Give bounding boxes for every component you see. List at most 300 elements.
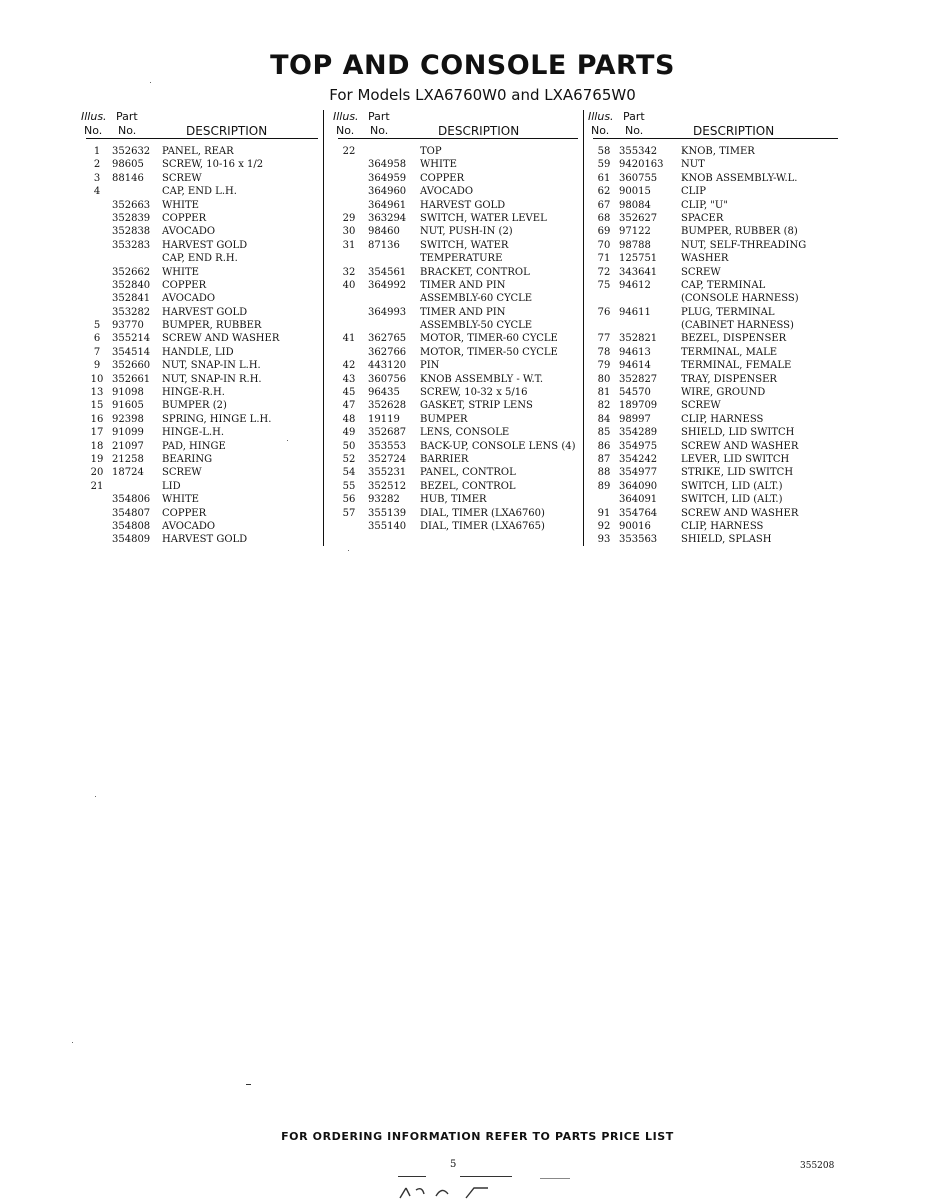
part-number: 54570 [619, 387, 651, 399]
header-illus-no: No. [591, 124, 610, 137]
part-number: 98084 [619, 199, 651, 211]
part-number: 355140 [368, 520, 407, 532]
part-number: 352840 [112, 279, 151, 291]
part-number: 364993 [368, 306, 407, 318]
header-part-no: No. [118, 124, 137, 137]
part-description: HARVEST GOLD [162, 239, 248, 251]
part-description: STRIKE, LID SWITCH [681, 467, 794, 479]
scan-mark [540, 1178, 570, 1179]
column-header [588, 108, 838, 139]
illus-number: 87 [597, 453, 611, 465]
part-description: CLIP, HARNESS [681, 520, 764, 532]
part-description: TRAY, DISPENSER [681, 373, 777, 385]
part-number: 90015 [619, 186, 651, 198]
illus-number: 81 [597, 387, 611, 399]
part-number: 364960 [368, 186, 407, 198]
part-row [86, 373, 318, 386]
part-row [593, 426, 838, 439]
part-row [593, 266, 838, 279]
part-row [593, 279, 838, 292]
part-description: HARVEST GOLD [162, 306, 248, 318]
part-number: 94613 [619, 346, 651, 358]
part-description: PANEL, CONTROL [420, 467, 516, 479]
part-row [338, 332, 578, 345]
part-row [593, 493, 838, 506]
part-row [86, 386, 318, 399]
part-description: SWITCH, WATER LEVEL [420, 212, 547, 224]
part-description: COPPER [162, 507, 207, 519]
part-number: 352661 [112, 373, 151, 385]
part-number: 91605 [112, 400, 144, 412]
illus-number: 50 [342, 440, 356, 452]
part-row [86, 507, 318, 520]
illus-number: 40 [342, 279, 356, 291]
part-row [338, 158, 578, 171]
part-number: 354975 [619, 440, 658, 452]
part-description: LID [162, 480, 181, 492]
part-row [338, 266, 578, 279]
part-number: 94611 [619, 306, 651, 318]
illus-number: 45 [342, 387, 356, 399]
illus-number: 19 [90, 453, 104, 465]
part-number: 364958 [368, 159, 407, 171]
part-row [86, 266, 318, 279]
illus-number: 62 [597, 186, 611, 198]
part-description: HINGE-R.H. [162, 387, 225, 399]
part-row [593, 520, 838, 533]
part-row [593, 225, 838, 238]
part-description: TOP [420, 146, 442, 157]
part-description: WHITE [420, 159, 457, 171]
part-number: 98605 [112, 159, 144, 171]
part-number: 91099 [112, 427, 144, 439]
part-number: 352821 [619, 333, 658, 345]
scan-mark [246, 1084, 251, 1085]
part-row [86, 426, 318, 439]
part-row [593, 172, 838, 185]
part-description: BUMPER, RUBBER (8) [681, 226, 798, 238]
part-description: SCREW AND WASHER [162, 333, 280, 345]
part-row [593, 466, 838, 479]
illus-number: 89 [597, 480, 611, 492]
part-row [593, 453, 838, 466]
illus-number: 70 [597, 239, 611, 251]
column-divider [583, 110, 584, 546]
part-row [338, 466, 578, 479]
illus-number: 2 [93, 159, 101, 171]
part-number: 87136 [368, 239, 400, 251]
part-description: TEMPERATURE [420, 253, 503, 265]
part-number: 360756 [368, 373, 407, 385]
part-number: 19119 [368, 413, 400, 425]
page-subtitle: For Models LXA6760W0 and LXA6765W0 [329, 86, 636, 104]
part-row [86, 279, 318, 292]
illus-number: 55 [342, 480, 356, 492]
part-description: BEARING [162, 453, 213, 465]
part-description: HUB, TIMER [420, 494, 487, 506]
illus-number: 61 [597, 172, 611, 184]
part-number: 93770 [112, 320, 144, 332]
part-number: 93282 [368, 494, 400, 506]
part-description: COPPER [162, 279, 207, 291]
illus-number: 78 [597, 346, 611, 358]
part-description: SPRING, HINGE L.H. [162, 413, 272, 425]
header-part-no: No. [625, 124, 644, 137]
illus-number: 59 [597, 159, 611, 171]
part-row [593, 319, 838, 332]
part-number: 353553 [368, 440, 407, 452]
part-description: NUT [681, 159, 705, 171]
part-row [86, 292, 318, 305]
part-description: CLIP [681, 186, 706, 198]
parts-column-2 [333, 108, 578, 533]
part-description: AVOCADO [162, 293, 216, 305]
page-number: 5 [450, 1159, 457, 1170]
part-description: HANDLE, LID [162, 346, 234, 358]
part-description: WHITE [162, 494, 199, 506]
part-number: 18724 [112, 467, 144, 479]
part-number: 9420163 [619, 159, 664, 171]
part-description: SCREW [162, 172, 202, 184]
part-row [338, 373, 578, 386]
part-number: 352660 [112, 360, 151, 372]
part-number: 352724 [368, 453, 407, 465]
part-description: DIAL, TIMER (LXA6760) [420, 507, 545, 519]
part-number: 352827 [619, 373, 658, 385]
part-description: LENS, CONSOLE [420, 427, 510, 439]
illus-number: 92 [597, 520, 611, 532]
part-description: SCREW, 10-16 x 1/2 [162, 159, 264, 171]
illus-number: 76 [597, 306, 611, 318]
part-row [338, 279, 578, 292]
part-description: KNOB ASSEMBLY-W.L. [681, 172, 798, 184]
part-number: 352632 [112, 146, 151, 157]
illus-number: 82 [597, 400, 611, 412]
part-number: 352627 [619, 212, 658, 224]
part-description: CAP, END R.H. [162, 253, 238, 265]
illus-number: 72 [597, 266, 611, 278]
part-row [86, 493, 318, 506]
part-description: PIN [420, 360, 440, 372]
part-description: COPPER [162, 212, 207, 224]
part-number: 355139 [368, 507, 407, 519]
scan-mark [398, 1176, 426, 1177]
part-number: 97122 [619, 226, 651, 238]
part-number: 360755 [619, 172, 658, 184]
part-number: 354977 [619, 467, 658, 479]
illus-number: 80 [597, 373, 611, 385]
part-number: 364992 [368, 279, 407, 291]
scan-speck [348, 550, 349, 551]
part-description: HARVEST GOLD [162, 534, 248, 546]
part-number: 364961 [368, 199, 407, 211]
parts-list [338, 145, 578, 533]
part-row [593, 199, 838, 212]
parts-list [593, 145, 838, 547]
part-number: 352841 [112, 293, 151, 305]
part-row [86, 399, 318, 412]
scan-speck [95, 796, 96, 797]
illus-number: 16 [90, 413, 104, 425]
document-number: 355208 [800, 1161, 835, 1171]
part-row [86, 252, 318, 265]
part-number: 362765 [368, 333, 407, 345]
part-row [338, 386, 578, 399]
part-row [86, 480, 318, 493]
illus-number: 47 [342, 400, 356, 412]
part-row [593, 373, 838, 386]
part-description: NUT, PUSH-IN (2) [420, 226, 513, 238]
part-number: 352512 [368, 480, 407, 492]
illus-number: 88 [597, 467, 611, 479]
part-number: 353563 [619, 534, 658, 546]
part-row [338, 306, 578, 319]
part-row [338, 359, 578, 372]
part-description: NUT, SNAP-IN L.H. [162, 360, 261, 372]
part-row [338, 453, 578, 466]
illus-number: 68 [597, 212, 611, 224]
part-number: 21258 [112, 453, 144, 465]
illus-number: 13 [90, 387, 104, 399]
part-number: 364090 [619, 480, 658, 492]
part-number: 189709 [619, 400, 658, 412]
part-number: 98460 [368, 226, 400, 238]
part-row [338, 507, 578, 520]
part-description: BEZEL, CONTROL [420, 480, 516, 492]
part-description: BUMPER (2) [162, 400, 227, 412]
part-number: 352663 [112, 199, 151, 211]
part-description: SPACER [681, 212, 724, 224]
part-row [338, 319, 578, 332]
illus-number: 17 [90, 427, 104, 439]
part-number: 88146 [112, 172, 144, 184]
part-row [593, 413, 838, 426]
part-row [86, 185, 318, 198]
scan-speck [287, 440, 288, 441]
part-row [338, 239, 578, 252]
part-row [86, 359, 318, 372]
part-description: (CABINET HARNESS) [681, 320, 794, 332]
part-row [86, 172, 318, 185]
part-row [338, 252, 578, 265]
part-row [593, 533, 838, 546]
part-number: 21097 [112, 440, 144, 452]
part-description: BUMPER [420, 413, 468, 425]
part-row [593, 145, 838, 158]
part-row [593, 399, 838, 412]
part-row [86, 319, 318, 332]
part-row [86, 440, 318, 453]
part-row [593, 292, 838, 305]
part-number: 354809 [112, 534, 151, 546]
illus-number: 29 [342, 212, 356, 224]
part-row [593, 239, 838, 252]
illus-number: 71 [597, 253, 611, 265]
part-description: TIMER AND PIN [420, 279, 506, 291]
header-part: Part [623, 110, 645, 123]
illus-number: 15 [90, 400, 104, 412]
part-number: 354514 [112, 346, 151, 358]
part-row [593, 158, 838, 171]
part-row [593, 507, 838, 520]
part-row [593, 386, 838, 399]
part-number: 362766 [368, 346, 407, 358]
part-row [593, 440, 838, 453]
part-description: CLIP, HARNESS [681, 413, 764, 425]
part-row [86, 453, 318, 466]
part-row [593, 306, 838, 319]
part-number: 352839 [112, 212, 151, 224]
illus-number: 43 [342, 373, 356, 385]
header-illus: Illus. [588, 110, 614, 123]
parts-column-1 [81, 108, 318, 547]
part-row [338, 426, 578, 439]
part-number: 354561 [368, 266, 407, 278]
part-row [86, 212, 318, 225]
illus-number: 56 [342, 494, 356, 506]
part-number: 354764 [619, 507, 658, 519]
part-description: AVOCADO [420, 186, 474, 198]
part-row [338, 225, 578, 238]
part-description: BUMPER, RUBBER [162, 320, 262, 332]
illus-number: 3 [93, 172, 101, 184]
part-number: 352687 [368, 427, 407, 439]
part-description: KNOB, TIMER [681, 146, 755, 157]
illus-number: 58 [597, 146, 611, 157]
part-description: TERMINAL, FEMALE [681, 360, 792, 372]
part-description: MOTOR, TIMER-60 CYCLE [420, 333, 558, 345]
illus-number: 6 [93, 333, 101, 345]
part-description: SWITCH, LID (ALT.) [681, 494, 783, 506]
part-description: SCREW [681, 400, 721, 412]
part-row [338, 185, 578, 198]
part-number: 443120 [368, 360, 407, 372]
column-header [81, 108, 318, 139]
illus-number: 41 [342, 333, 356, 345]
header-illus: Illus. [81, 110, 107, 123]
part-description: PAD, HINGE [162, 440, 226, 452]
part-row [593, 480, 838, 493]
part-number: 90016 [619, 520, 651, 532]
header-description: DESCRIPTION [186, 124, 268, 138]
part-description: AVOCADO [162, 226, 216, 238]
part-number: 355214 [112, 333, 151, 345]
header-illus: Illus. [333, 110, 359, 123]
part-row [86, 239, 318, 252]
illus-number: 4 [93, 186, 101, 198]
part-row [338, 172, 578, 185]
part-row [86, 533, 318, 546]
part-description: HINGE-L.H. [162, 427, 224, 439]
illus-number: 86 [597, 440, 611, 452]
part-row [86, 158, 318, 171]
part-number: 354807 [112, 507, 151, 519]
part-description: LEVER, LID SWITCH [681, 453, 790, 465]
part-description: HARVEST GOLD [420, 199, 506, 211]
part-row [86, 332, 318, 345]
part-description: WHITE [162, 266, 199, 278]
part-row [86, 225, 318, 238]
header-illus-no: No. [336, 124, 355, 137]
part-description: BEZEL, DISPENSER [681, 333, 787, 345]
part-description: NUT, SNAP-IN R.H. [162, 373, 262, 385]
part-row [593, 346, 838, 359]
part-row [86, 346, 318, 359]
part-row [338, 199, 578, 212]
part-number: 343641 [619, 266, 658, 278]
illus-number: 69 [597, 226, 611, 238]
header-description: DESCRIPTION [693, 124, 775, 138]
header-description: DESCRIPTION [438, 124, 520, 138]
scan-speck [150, 82, 151, 83]
part-number: 94614 [619, 360, 651, 372]
part-number: 352662 [112, 266, 151, 278]
illus-number: 5 [93, 320, 101, 332]
illus-number: 57 [342, 507, 356, 519]
illus-number: 67 [597, 199, 611, 211]
part-row [593, 359, 838, 372]
part-number: 352628 [368, 400, 407, 412]
part-number: 352838 [112, 226, 151, 238]
part-description: GASKET, STRIP LENS [420, 400, 533, 412]
part-description: TIMER AND PIN [420, 306, 506, 318]
part-description: PANEL, REAR [162, 146, 234, 157]
parts-list [86, 145, 318, 547]
part-row [86, 466, 318, 479]
part-number: 355231 [368, 467, 407, 479]
part-description: BARRIER [420, 453, 469, 465]
part-description: ASSEMBLY-50 CYCLE [420, 320, 533, 332]
part-number: 94612 [619, 279, 651, 291]
part-description: TERMINAL, MALE [681, 346, 778, 358]
part-description: SCREW AND WASHER [681, 440, 799, 452]
illus-number: 20 [90, 467, 104, 479]
illus-number: 9 [93, 360, 101, 372]
part-description: (CONSOLE HARNESS) [681, 293, 799, 305]
page-title: TOP AND CONSOLE PARTS [270, 50, 675, 81]
part-number: 354242 [619, 453, 658, 465]
part-description: SCREW [681, 266, 721, 278]
part-description: SWITCH, WATER [420, 239, 509, 251]
header-part: Part [368, 110, 390, 123]
part-description: COPPER [420, 172, 465, 184]
illus-number: 84 [597, 413, 611, 425]
part-description: SCREW [162, 467, 202, 479]
illus-number: 93 [597, 534, 611, 546]
part-row [338, 145, 578, 158]
part-number: 364959 [368, 172, 407, 184]
ordering-note: FOR ORDERING INFORMATION REFER TO PARTS PRICE LIST [281, 1130, 674, 1143]
column-header [333, 108, 578, 139]
part-number: 354289 [619, 427, 658, 439]
illus-number: 7 [93, 346, 101, 358]
part-row [593, 212, 838, 225]
part-description: DIAL, TIMER (LXA6765) [420, 520, 545, 532]
part-description: SWITCH, LID (ALT.) [681, 480, 783, 492]
illus-number: 54 [342, 467, 356, 479]
part-description: CAP, END L.H. [162, 186, 237, 198]
part-description: SCREW, 10-32 x 5/16 [420, 387, 528, 399]
part-description: SCREW AND WASHER [681, 507, 799, 519]
part-number: 96435 [368, 387, 400, 399]
part-description: SHIELD, SPLASH [681, 534, 772, 546]
illus-number: 21 [90, 480, 104, 492]
part-number: 125751 [619, 253, 658, 265]
part-description: PLUG, TERMINAL [681, 306, 775, 318]
scan-speck [72, 1042, 73, 1043]
part-row [338, 413, 578, 426]
part-row [86, 520, 318, 533]
